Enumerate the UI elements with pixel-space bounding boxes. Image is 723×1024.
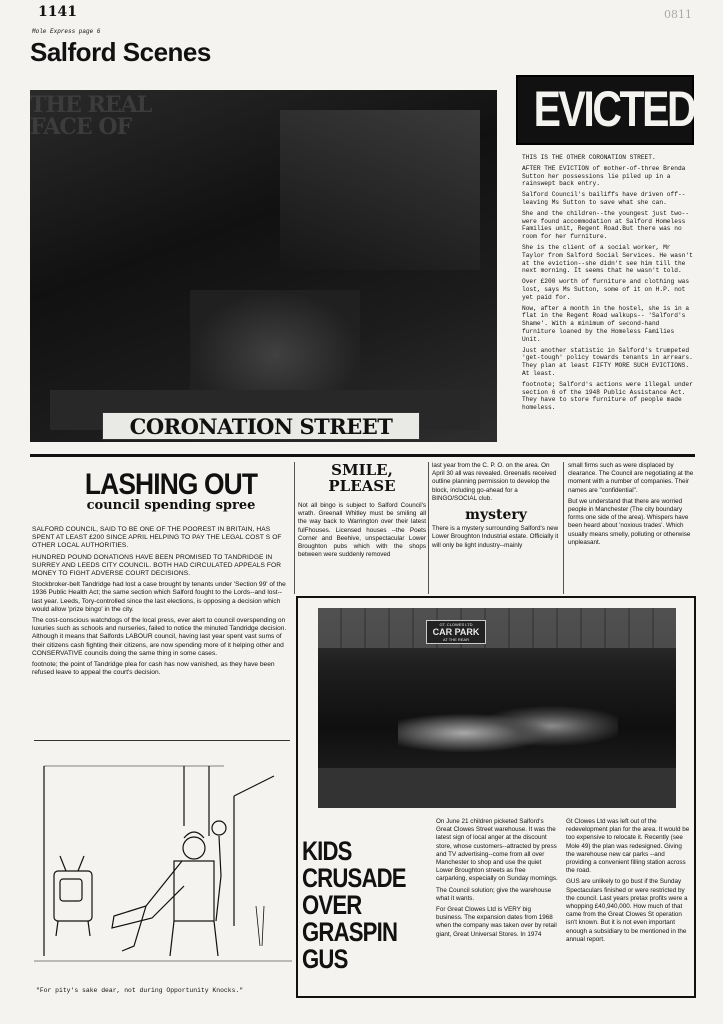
chair-leg (170, 921, 174, 956)
column-divider (294, 462, 295, 594)
article-paragraph: Now, after a month in the hostel, she is in a flat in the Regent Road walkups-- 'Salford's Shame'. With a minimum of second-hand furniture loaned by the Homeless Families Unit. (522, 304, 690, 343)
tv-leg (56, 921, 58, 936)
article-paragraph: The Council solution; give the warehouse what it wants. (436, 886, 552, 902)
article-paragraph: The cost-conscious watchdogs of the local press, ever alert to council overspending on luxuries such as schools and nurseries, failed to notice the minuted Tandridge decision. Although it means that Salfords LABOUR council, having last year spent vast sums of their citizens cash fighting their citizens, are now spending more of it helping other and CONSERVATIVE councils doing the same thing in some cases. (32, 617, 287, 657)
kicker: Mole Express page 6 (32, 28, 101, 35)
article-paragraph: Over £200 worth of furniture and clothing was lost, says Ms Sutton, some of it on H.P. not yet paid for. (522, 278, 690, 301)
article-paragraph: Just another statistic in Salford's trumpeted 'get-tough' policy towards tenants in arrears. They plan at least FIFTY MORE SUCH EVICTIONS. At least. (522, 346, 693, 377)
article-paragraph: For Great Clowes Ltd is VERY big business. The expansion dates from 1968 when the company was taken over by retail giant, Great Universal Stores. In 1974 (436, 906, 557, 938)
article-paragraph: SALFORD COUNCIL, SAID TO BE ONE OF THE POOREST IN BRITAIN, HAS SPENT AT LEAST £200 SINCE APRIL HELPING TO PAY THE LEGAL COST S OF OTHER LOCAL AUTHORITIES. (32, 526, 282, 550)
chair-leg (214, 921, 218, 956)
tv-antenna (60, 856, 66, 871)
lashing-out-subhead: council spending spree (86, 498, 256, 513)
kids-crusade-headline (302, 838, 407, 973)
photo-wall (318, 608, 676, 648)
car-park-sign (426, 620, 486, 644)
article-paragraph: footnote; Salford's actions were illegal under section 6 of the 1948 Public Assistance Act. They have to store furniture of people made homeless. (522, 380, 693, 412)
article-paragraph: On June 21 children picketed Salford's Great Clowes Street warehouse. It was the latest sign of local anger at the discount store, whose customers--attracted by press and TV advertising--come from all over Manchester to shop and use the quiet Lower Broughton streets as free carparking, especially on Sunday mornings. (436, 818, 558, 883)
headline-line: OVER (302, 890, 362, 920)
article-paragraph: But we understand that there are worried people in Manchester (The city boundary forms one side of the area). Whispers have been heard about 'noxious trades'. Which usually means smelly, polluting or otherwise unpleasant. (568, 497, 691, 546)
section-title: Salford Scenes (30, 37, 211, 67)
sign-company: GT. CLOWES LTD (439, 622, 473, 627)
person-head (183, 837, 205, 859)
photo-evicted-belongings (30, 90, 497, 442)
tv-leg (88, 921, 90, 936)
artist-signature (256, 906, 264, 946)
headline-line: CRUSADE (302, 863, 406, 893)
headline-line: KIDS (302, 836, 352, 866)
archive-stamp: 0811 (664, 8, 692, 21)
mystery-headline: mystery (465, 507, 527, 524)
column-divider (34, 740, 290, 741)
cpo-column (432, 462, 560, 550)
coronation-street-banner: CORONATION STREET (102, 412, 420, 440)
article-paragraph: small firms such as were displaced by clearance. The Council are negotiating at the moment with a number of companies. Their names are "confidential". (568, 462, 694, 494)
executioner-head (212, 821, 226, 835)
lashing-out-article (32, 526, 290, 680)
article-paragraph: Salford Council's bailiffs have driven off--leaving Ms Sutton to save what she can. (522, 191, 686, 206)
article-paragraph: She and the children--the youngest just two--were found accommodation at Salford Homeless Families unit, Regent Road.But there was no room for her furniture. (522, 209, 690, 241)
article-paragraph: GUS are unlikely to go bust if the Sunday Spectaculars finished or were restricted by the council. Last years pretax profits were a whopping £40,940,000. How much of that came from the Great Clowes St operation isn't known. But it is not even important enough a subsidiary to be mentioned in the annual report. (566, 878, 688, 943)
sign-arrow-text: AT THE REAR (442, 637, 469, 642)
column-divider (428, 462, 429, 594)
photo-figures (398, 698, 618, 768)
article-paragraph: HUNDRED POUND DONATIONS HAVE BEEN PROMISED TO TANDRIDGE IN SURREY AND LEEDS CITY COUNCIL. BOTH HAD CIRCULATED APPEALS FOR MONEY TO FIGHT ADVERSE COURT DECISIONS. (32, 553, 282, 578)
lashing-out-headline: LASHING OUT (84, 468, 258, 501)
headline-line: SMILE, (331, 461, 393, 479)
article-paragraph: Gt Clowes Ltd was left out of the redevelopment plan for the area. It would be too expensive to relocate it. Recently (see Mole 49) the plan was redesigned. Giving the warehouse new car parks --and providing a convenient filling station across the road. (566, 818, 690, 875)
tv-antenna (78, 856, 84, 871)
smile-please-article: Not all bingo is subject to Salford Council's wrath. Greenall Whitley must be smiling all the way back to Warrington over their latest fulFhouses. Licensed houses --the Poets Corner and Beehive, unspectacular Lower Broughton pubs which with the shops between were suddenly removed (298, 502, 426, 559)
room-corner-line (234, 776, 274, 796)
photo-ground (318, 768, 676, 808)
column-divider (563, 462, 564, 594)
sign-title: CAR PARK (432, 627, 480, 637)
smile-please-headline (298, 462, 426, 494)
cartoon-caption: "For pity's sake dear, not during Opportunity Knocks." (36, 987, 244, 994)
headline-line: GUS (302, 944, 348, 974)
photo-overlay-headline: THE REAL FACE OF (30, 92, 152, 140)
executioner-body (216, 836, 221, 921)
article-paragraph: THIS IS THE OTHER CORONATION STREET. (522, 154, 656, 161)
person-body (112, 861, 184, 928)
headline-line: GRASPIN (302, 917, 398, 947)
page-number: 1141 (38, 4, 77, 20)
tv-screen (60, 879, 82, 901)
kids-article-column-1 (436, 818, 558, 942)
article-paragraph: She is the client of a social worker, Mr Taylor from Salford Social Services. He wasn't at the eviction--she didn't see him till the next morning. It seems that he wasn't told. (522, 243, 693, 275)
photo-texture (280, 110, 480, 270)
electric-chair-cartoon (34, 756, 292, 982)
photo-car-park-picket (318, 608, 676, 808)
headline-line: PLEASE (328, 477, 396, 495)
article-paragraph: footnote; the point of Tandridge plea for cash has now vanished, as they have been refused leave to appeal the court's decision. (32, 661, 275, 677)
smile-please-column (298, 462, 426, 559)
kids-article-column-2 (566, 818, 690, 947)
electric-chair (174, 861, 214, 921)
section-divider (30, 454, 695, 457)
article-paragraph: AFTER THE EVICTION of mother-of-three Brenda Sutton her possessions lie piled up in a rainswept back entry. (522, 164, 686, 188)
article-paragraph: Stockbroker-belt Tandridge had lost a case brought by tenants under 'Section 99' of the 1936 Public Health Act; the same section which Salford fought to the Lords--and lost--last year. Leeds, Tory-controlled since the last elections, is opposing a decision which would allow 'prize bingo' in the city. (32, 581, 286, 613)
evicted-headline-box (516, 75, 706, 145)
firms-column (568, 462, 694, 550)
evicted-headline: EVICTED! (533, 81, 706, 137)
article-paragraph: There is a mystery surrounding Salford's new Lower Broughton Industrial estate. Officially it will only be light industry--mainly (432, 525, 559, 549)
article-paragraph: last year from the C. P. O. on the area. On April 30 all was revealed. Greenalls received outline planning permission to develop the block, including go-ahead for a BINGO/SOCIAL club. (432, 462, 557, 502)
evicted-article (522, 154, 694, 415)
